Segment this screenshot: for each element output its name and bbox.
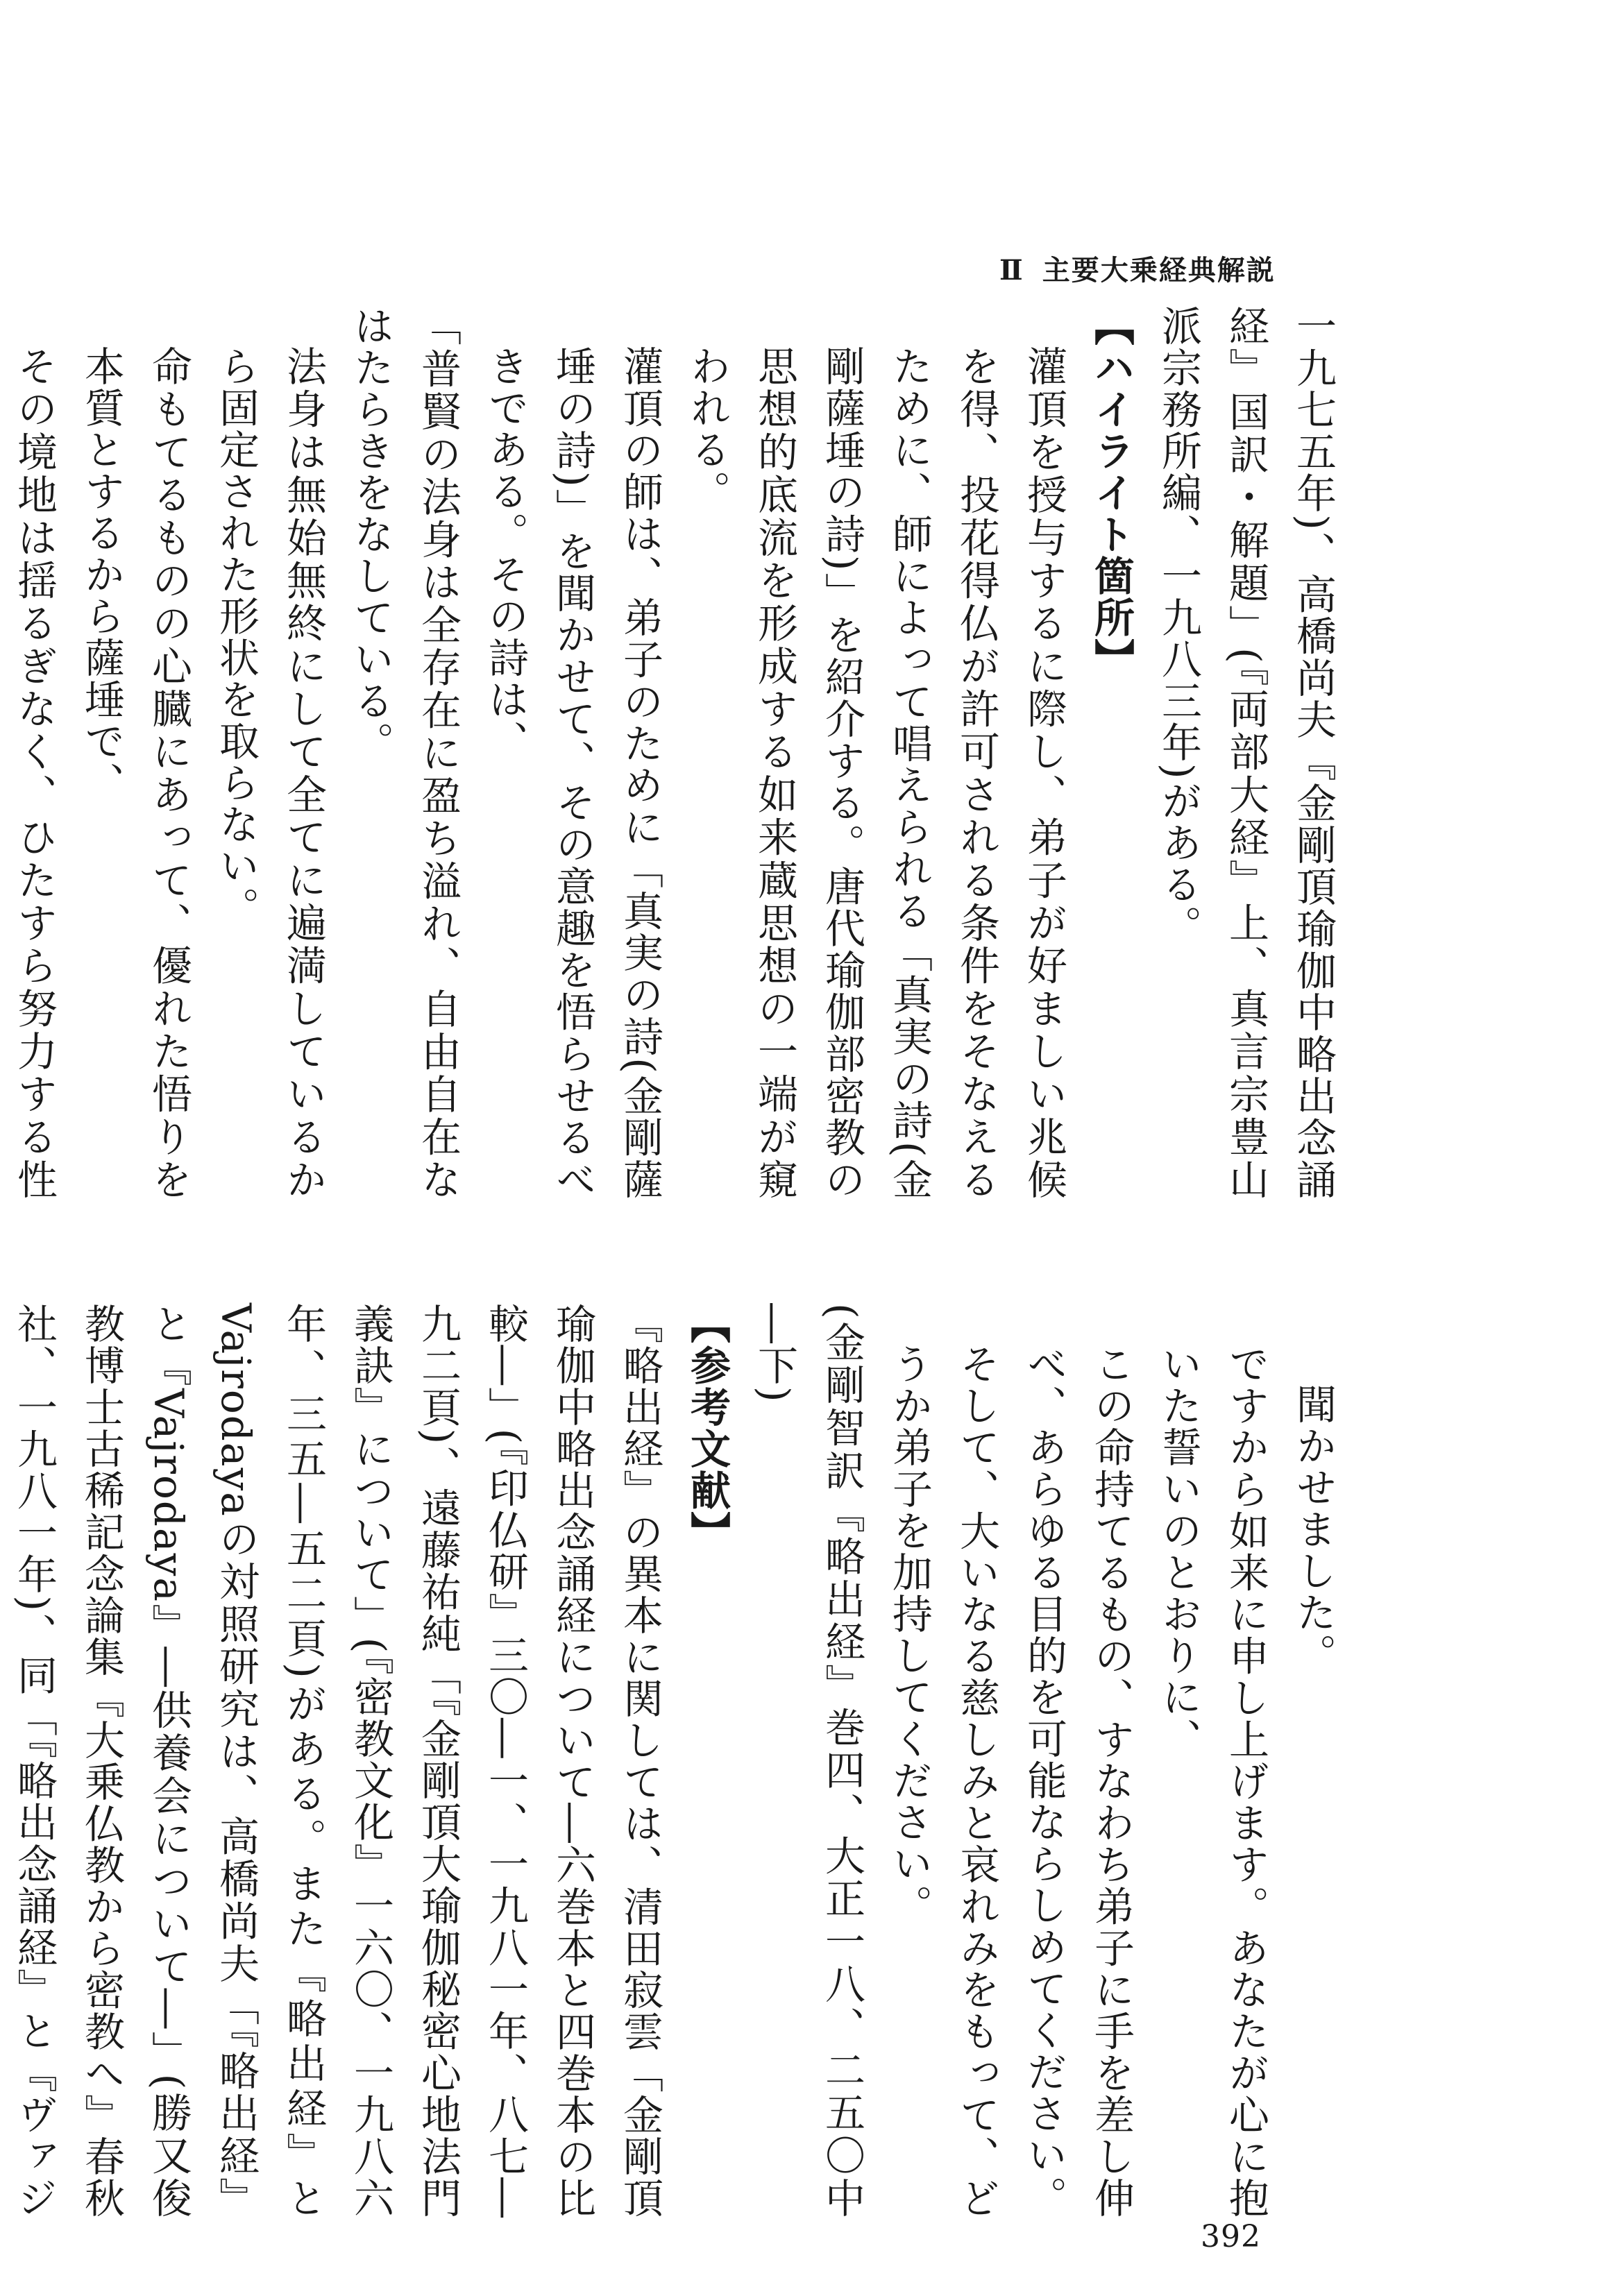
quoted-verse: この命持てるもの、すなわち弟子に手を差し伸べ、あらゆる目的を可能ならしめてください。: [1020, 1343, 1135, 2219]
citation: (金剛智訳『略出経』巻四、大正一八、二五〇中―下): [751, 1303, 865, 2219]
reference-paragraph: 『略出経』の異本に関しては、清田寂雲「金剛頂瑜伽中略出念誦経について―六巻本と四巻本の比較―」(『印仏研』三〇―一、一九八一年、八七―九二頁)、遠藤祐純「『金剛頂大瑜伽秘密心地法門義訣』について」(『密教文化』一六〇、一九八六年、三五―五二頁)がある。また『略出経』とVajrodayaの対照研究は、高橋尚夫「『略出経』と『Vajrodaya』―供養会について―」(勝又俊教博士古稀記念論集『大乗仏教から密教へ』春秋社、一九八一年)、同「『略出念誦経』と『ヴァジ: [10, 1303, 663, 2219]
paragraph: 灌頂を授与するに際し、弟子が好ましい兆候を得、投花得仏が許可される条件をそなえるために、師によって唱えられる「真実の詩(金剛薩埵の詩)」を紹介する。唐代瑜伽部密教の思想的底流を形成する如来蔵思想の一端が窺われる。: [684, 346, 1067, 1200]
running-header-title: 主要大乗経典解説: [1042, 254, 1276, 287]
running-header: [999, 248, 1360, 288]
quoted-verse: そして、大いなる慈しみと哀れみをもって、どうか弟子を加持してください。: [886, 1343, 1000, 2219]
paragraph: 一九七五年)、高橋尚夫『金剛頂瑜伽中略出念誦経』国訳・解題」(『両部大経』上、真言宗豊山派宗務所編、一九八三年)がある。: [1155, 305, 1337, 1200]
quoted-verse: ですから如来に申し上げます。あなたが心に抱いた誓いのとおりに、: [1155, 1343, 1269, 2219]
quoted-verse: 法身は無始無終にして全てに遍満しているから固定された形状を取らない。: [212, 346, 327, 1200]
quoted-verse: 命もてるものの心臓にあって、優れた悟りを本質とするから薩埵で、: [78, 346, 192, 1200]
quoted-verse: 聞かせました。: [1289, 1384, 1337, 1675]
upper-text-block: [10, 305, 1346, 1200]
quoted-verse: 「普賢の法身は全存在に盈ち溢れ、自由自在なはたらきをなしている。: [347, 305, 462, 1200]
quoted-verse: その境地は揺るぎなく、ひたすら努力する性: [10, 346, 58, 1200]
section-heading-highlight: 【ハイライト箇所】: [1088, 305, 1135, 680]
page-number: 392: [1201, 2219, 1261, 2254]
paragraph: 灌頂の師は、弟子のために「真実の詩(金剛薩埵の詩)」を聞かせて、その意趣を悟らせるべきである。その詩は、: [482, 346, 663, 1200]
section-heading-references: 【参考文献】: [684, 1303, 731, 1553]
lower-text-block: [10, 1303, 1346, 2219]
chapter-roman-numeral: Ⅱ: [999, 254, 1024, 287]
